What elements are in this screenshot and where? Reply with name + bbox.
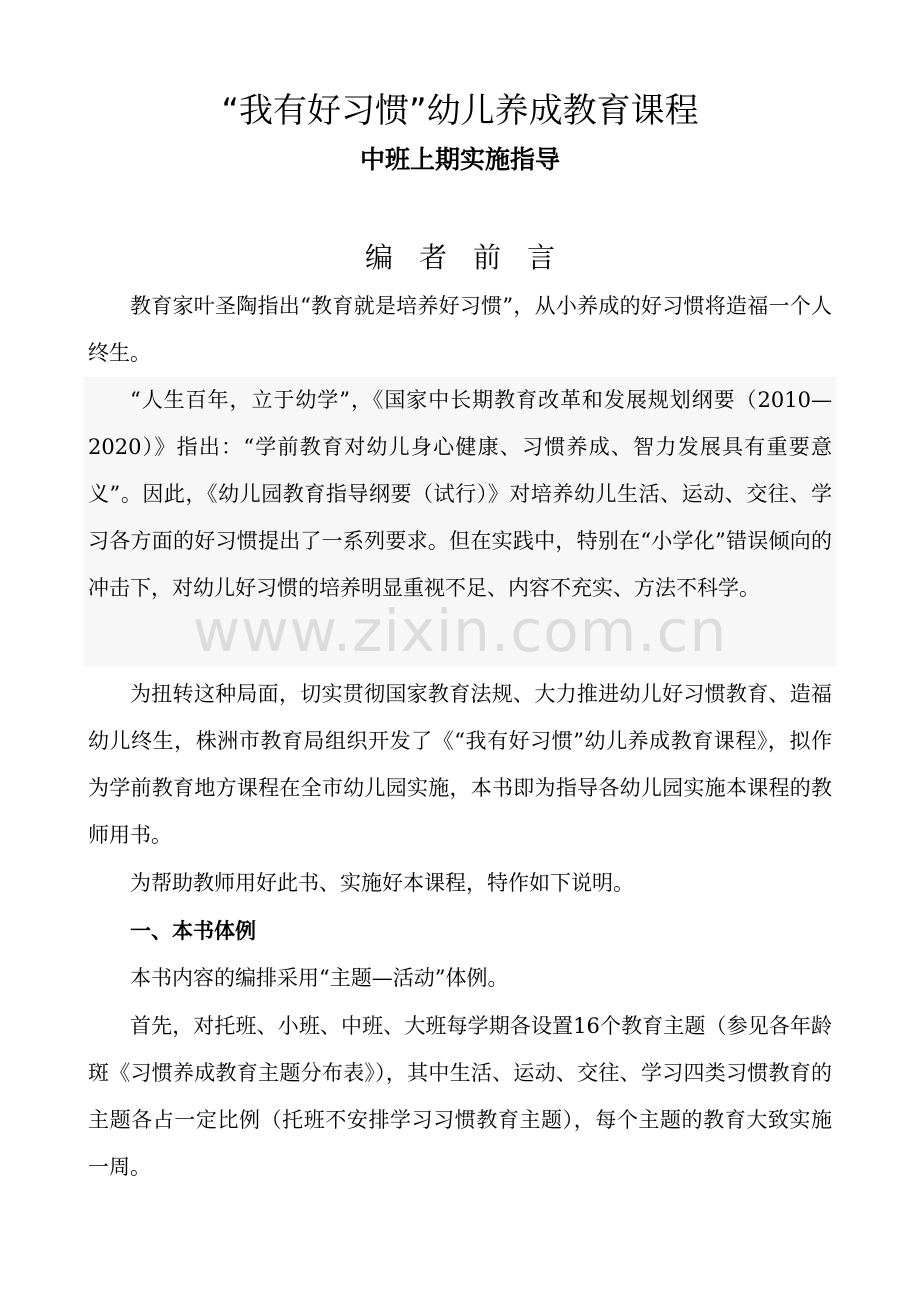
watermark: www.zixin.com.cn <box>192 597 728 665</box>
document-title: “我有好习惯”幼儿养成教育课程 <box>221 91 699 131</box>
paragraph-3: 为扭转这种局面，切实贯彻国家教育法规、大力推进幼儿好习惯教育、造福幼儿终生，株洲市教育局组织开发了《“我有好习惯”幼儿养成教育课程》，拟作为学前教育地方课程在全市幼儿园实施，本书即为指导各幼儿园实施本课程的教师用书。 <box>88 682 832 847</box>
paragraph-5: 本书内容的编排采用“主题—活动”体例。 <box>130 966 509 990</box>
section-heading-preface: 编者前言 <box>364 241 581 274</box>
paragraph-1: 教育家叶圣陶指出“教育就是培养好习惯”，从小养成的好习惯将造福一个人终生。 <box>88 294 832 365</box>
heading-book-format: 一、本书体例 <box>130 919 256 943</box>
paragraph-6: 首先，对托班、小班、中班、大班每学期各设置16个教育主题（参见各年龄斑《习惯养成教育主题分布表》），其中生活、运动、交往、学习四类习惯教育的主题各占一定比例（托班不安排学习习惯教育主题），每个主题的教育大致实施一周。 <box>88 1014 832 1179</box>
paragraph-4: 为帮助教师用好此书、实施好本课程，特作如下说明。 <box>130 871 634 895</box>
paragraph-2: “人生百年，立于幼学”，《国家中长期教育改革和发展规划纲要（2010—2020）》指出：“学前教育对幼儿身心健康、习惯养成、智力发展具有重要意义”。因此，《幼儿园教育指导纲要（试行）》对培养幼儿生活、运动、交往、学习各方面的好习惯提出了一系列要求。但在实践中，特别在“小学化”错误倾向的冲击下，对幼儿好习惯的培养明显重视不足、内容不充实、方法不科学。 <box>88 388 832 600</box>
document-subtitle: 中班上期实施指导 <box>359 145 560 174</box>
